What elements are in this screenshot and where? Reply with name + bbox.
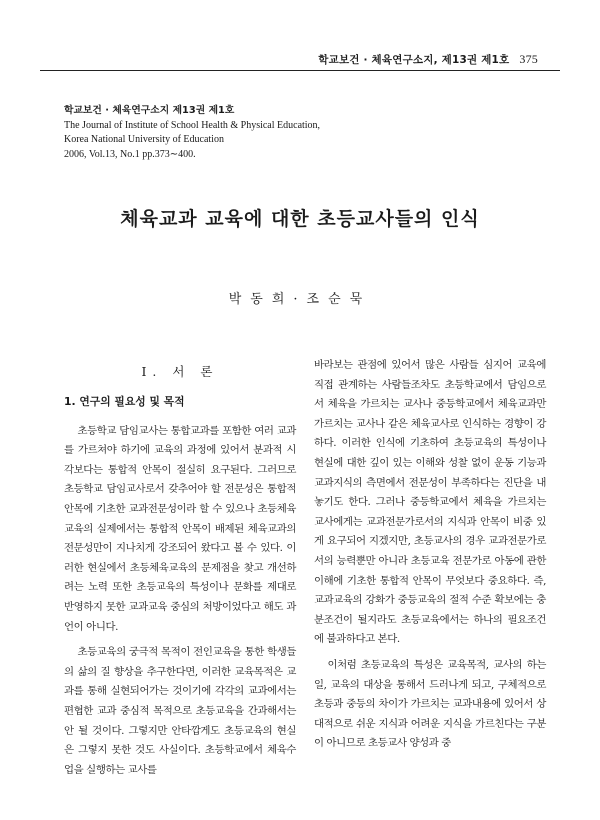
running-head bbox=[318, 52, 538, 67]
header-rule bbox=[40, 70, 560, 71]
right-column bbox=[314, 356, 546, 754]
page-number: 375 bbox=[519, 52, 538, 66]
running-head-journal: 학교보건 · 체육연구소지, 제13권 제1호 bbox=[318, 54, 510, 66]
subsection-heading: 1. 연구의 필요성 및 목적 bbox=[64, 395, 185, 408]
citation-korean: 학교보건 · 체육연구소지 제13권 제1호 bbox=[64, 105, 235, 116]
authors: 박동희·조순묵 bbox=[228, 292, 372, 307]
paragraph: 초등교육의 궁극적 목적이 전인교육을 통한 학생들의 삶의 질 향상을 추구한다면, 이러한 교육목적은 교과를 통해 실현되어가는 것이기에 각각의 교과에서는 편협한 교과 중심적 목적으로 초등교육을 간과해서는 안 될 것이다. 그렇지만 안타깝게도 초등교육의 현실은 그렇지 못한 것도 사실이다. 초등학교에서 체육수업을 실행하는 교사를 bbox=[64, 646, 296, 776]
section-heading: Ⅰ. 서 론 bbox=[141, 364, 219, 379]
citation-volume: 2006, Vol.13, No.1 pp.373∼400. bbox=[64, 148, 196, 160]
citation-block bbox=[64, 104, 320, 162]
citation-english-line-2: Korea National University of Education bbox=[64, 134, 224, 145]
left-column bbox=[64, 362, 296, 780]
paragraph: 초등학교 담임교사는 통합교과를 포함한 여러 교과를 가르쳐야 하기에 교육의 과정에 있어서 분과적 시각보다는 통합적 안목이 절실히 요구된다. 그러므로 초등학교 담임교사로서 갖추어야 할 전문성은 통합적 안목에 기초한 교과전문성이라 할 수 있으나 초등체육교육의 실제에서는 통합적 안목이 배제된 체육교과의 전문성만이 지나치게 강조되어 왔다고 볼 수 있다. 이러한 현실에서 초등체육교육의 문제점을 찾고 개선하려는 노력 또한 초등교육의 특성이나 문화를 제대로 반영하지 못한 교과교육 중심의 처방이었다고 해도 과언이 아니다. bbox=[64, 424, 296, 633]
paper-title: 체육교과 교육에 대한 초등교사들의 인식 bbox=[120, 208, 480, 230]
citation-english-line-1: The Journal of Institute of School Health & Physical Education, bbox=[64, 119, 321, 131]
paragraph: 이처럼 초등교육의 특성은 교육목적, 교사의 하는 일, 교육의 대상을 통해서 드러나게 되고, 구체적으로 초등과 중등의 차이가 가르치는 교과내용에 있어서 상대적으로 쉬운 지식과 어려운 지식을 가르친다는 구분이 아니므로 초등교사 양성과 중 bbox=[314, 658, 546, 750]
paragraph: 바라보는 관점에 있어서 많은 사람들 심지어 교육에 직접 관계하는 사람들조차도 초등학교에서 담임으로서 체육을 가르치는 교사나 중등학교에서 체육교과만 가르치는 교사나 같은 체육교사로 인식하는 경향이 강하다. 이러한 인식에 기초하여 초등교육의 특성이나 현실에 대한 깊이 있는 이해와 성찰 없이 운동 기능과 교과지식의 측면에서 전문성이 부족하다는 진단을 내놓기도 한다. 그러나 중등학교에서 체육을 가르치는 교사에게는 교과전문가로서의 지식과 안목이 비중 있게 요구되어 지겠지만, 초등교사의 경우 교과전문가로서의 능력뿐만 아니라 초등교육 전문가로 아동에 관한 이해에 기초한 통합적 안목이 무엇보다 중요하다. 즉, 교과교육의 강화가 중등교육의 절적 수준 확보에는 충분조건이 될지라도 초등교육에서는 하나의 필요조건에 불과하다고 본다. bbox=[314, 359, 546, 646]
